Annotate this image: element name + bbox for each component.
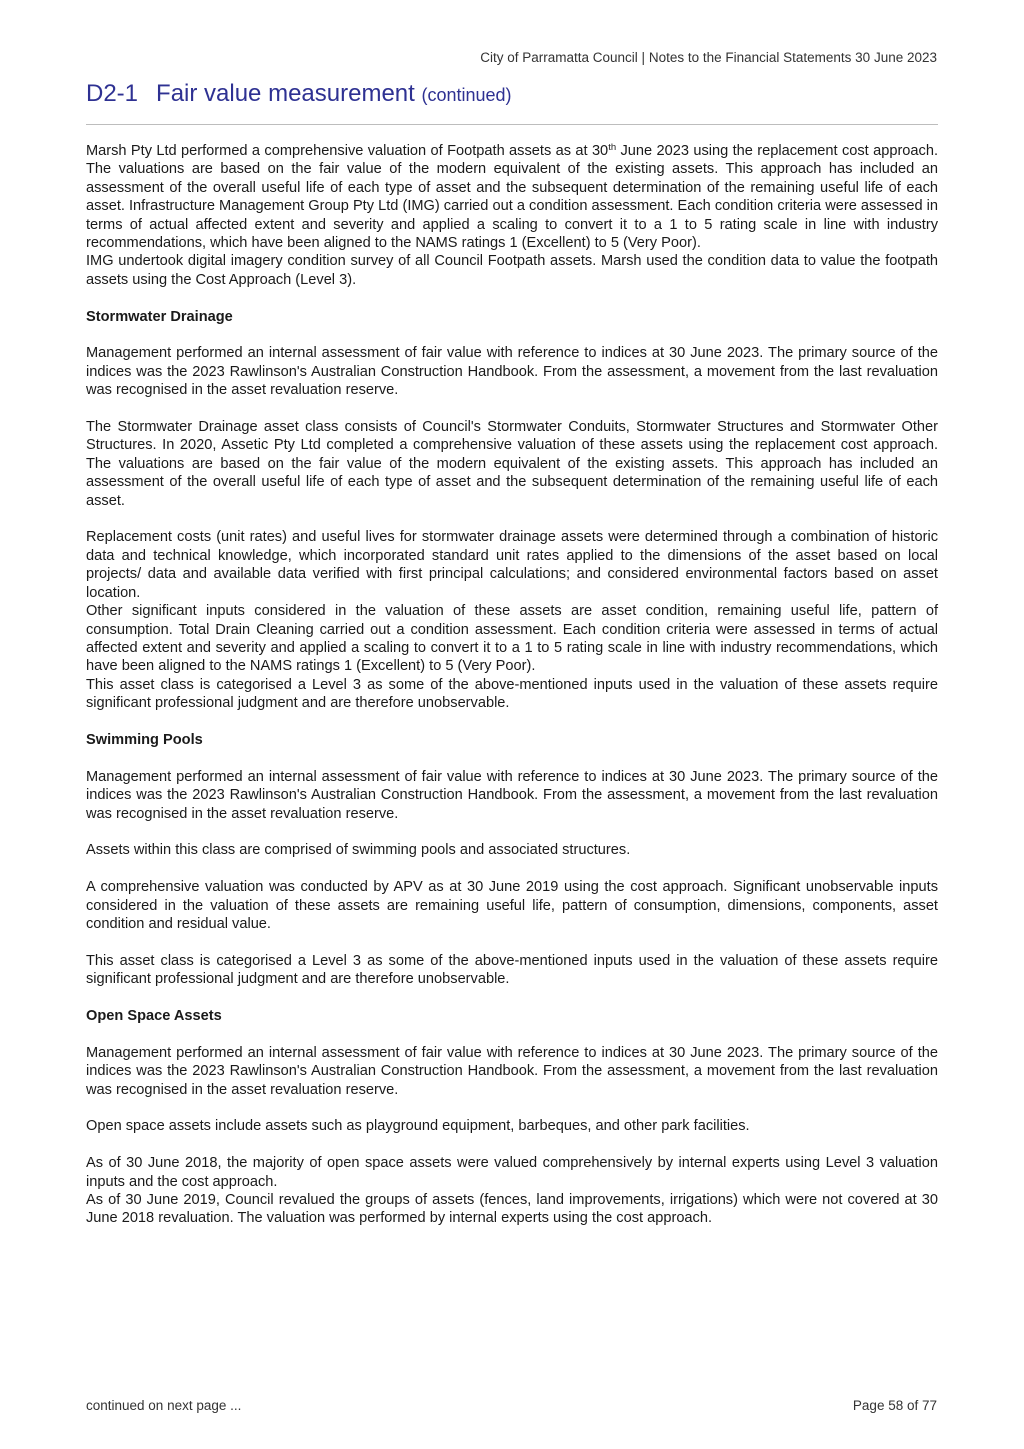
swimming-pools-heading: Swimming Pools bbox=[86, 731, 203, 748]
open-space-paragraph-2: Open space assets include assets such as playground equipment, barbeques, and other park facilities. bbox=[86, 1118, 750, 1135]
open-space-paragraph-4: As of 30 June 2019, Council revalued the groups of assets (fences, land improvements, irrigations) which were not covered at 30 June 2018 revaluation. The valuation was performed by internal experts using the cost approach. bbox=[86, 1191, 938, 1227]
open-space-paragraph-3: As of 30 June 2018, the majority of open space assets were valued comprehensively by internal experts using Level 3 valuation inputs and the cost approach. bbox=[86, 1155, 938, 1190]
page-title bbox=[86, 80, 512, 108]
stormwater-paragraph-5: This asset class is categorised a Level 3 as some of the above-mentioned inputs used in the valuation of these assets require significant professional judgment and are therefore unobservable. bbox=[86, 676, 938, 712]
swimming-paragraph-4: This asset class is categorised a Level 3 as some of the above-mentioned inputs used in the valuation of these assets require significant professional judgment and are therefore unobservable. bbox=[86, 952, 938, 988]
stormwater-paragraph-1: Management performed an internal assessment of fair value with reference to indices at 30 June 2023. The primary source of the indices was the 2023 Rawlinson's Australian Construction Handbook. From the assessment, a movement from the last revaluation was recognised in the asset revaluation reserve. bbox=[86, 345, 938, 399]
stormwater-paragraph-2: The Stormwater Drainage asset class consists of Council's Stormwater Conduits, Stormwater Structures and Stormwater Other Structures. In 2020, Assetic Pty Ltd completed a comprehensive valuation of these assets using the replacement cost approach. The valuations are based on the fair value of the modern equivalent of the existing assets. This approach has included an assessment of the overall useful life of each type of asset and the subsequent determination of the remaining useful life of each asset. bbox=[86, 419, 938, 509]
page-number: Page 58 of 77 bbox=[852, 1398, 937, 1413]
footpath-paragraph-2: IMG undertook digital imagery condition survey of all Council Footpath assets. Marsh used the condition data to value the footpath assets using the Cost Approach (Level 3). bbox=[86, 253, 938, 288]
swimming-paragraph-2: Assets within this class are comprised of swimming pools and associated structures. bbox=[86, 842, 631, 859]
stormwater-heading: Stormwater Drainage bbox=[86, 308, 233, 325]
open-space-paragraph-1: Management performed an internal assessment of fair value with reference to indices at 30 June 2023. The primary source of the indices was the 2023 Rawlinson's Australian Construction Handbook. From the assessment, a movement from the last revaluation was recognised in the asset revaluation reserve. bbox=[86, 1044, 938, 1098]
body-content bbox=[86, 142, 938, 1228]
stormwater-paragraph-3: Replacement costs (unit rates) and useful lives for stormwater drainage assets were determined through a combination of historic data and technical knowledge, which incorporated standard unit rates applied to the dimensions of the asset based on local projects/ data and available data verified with first principal calculations; and considered environmental factors based on asset location. bbox=[86, 529, 938, 601]
open-space-heading: Open Space Assets bbox=[86, 1007, 222, 1024]
running-header: City of Parramatta Council | Notes to the Financial Statements 30 June 2023 bbox=[480, 50, 937, 65]
section-code: D2-1 bbox=[86, 80, 139, 107]
footpath-paragraph-1: Marsh Pty Ltd performed a comprehensive valuation of Footpath assets as at 30th June 2023 using the replacement cost approach. The valuations are based on the fair value of the modern equivalent of the existing assets. This approach has included an assessment of the overall useful life of each type of asset and the subsequent determination of the remaining useful life of each asset. Infrastructure Management Group Pty Ltd (IMG) carried out a condition assessment. Each condition criteria were assessed in terms of actual affected extent and severity and applied a scaling to convert it to a 1 to 5 rating scale in line with industry recommendations, which have been aligned to the NAMS ratings 1 (Excellent) to 5 (Very Poor). bbox=[86, 142, 939, 252]
swimming-paragraph-1: Management performed an internal assessment of fair value with reference to indices at 30 June 2023. The primary source of the indices was the 2023 Rawlinson's Australian Construction Handbook. From the assessment, a movement from the last revaluation was recognised in the asset revaluation reserve. bbox=[86, 768, 938, 822]
continued-note: continued on next page ... bbox=[86, 1398, 242, 1413]
title-divider bbox=[86, 124, 938, 125]
swimming-paragraph-3: A comprehensive valuation was conducted by APV as at 30 June 2019 using the cost approach. Significant unobservable inputs considered in the valuation of these assets are remaining useful life, pattern of consumption, dimensions, components, asset condition and residual value. bbox=[86, 879, 938, 932]
ordinal-suffix: th bbox=[608, 142, 617, 153]
continued-label: (continued) bbox=[421, 85, 512, 105]
stormwater-paragraph-4: Other significant inputs considered in the valuation of these assets are asset condition, remaining useful life, pattern of consumption. Total Drain Cleaning carried out a condition assessment. Each condition criteria were assessed in terms of actual affected extent and severity and applied a scaling to convert it to a 1 to 5 rating scale in line with industry recommendations, which have been aligned to the NAMS ratings 1 (Excellent) to 5 (Very Poor). bbox=[86, 603, 938, 675]
section-title: Fair value measurement bbox=[156, 80, 415, 107]
